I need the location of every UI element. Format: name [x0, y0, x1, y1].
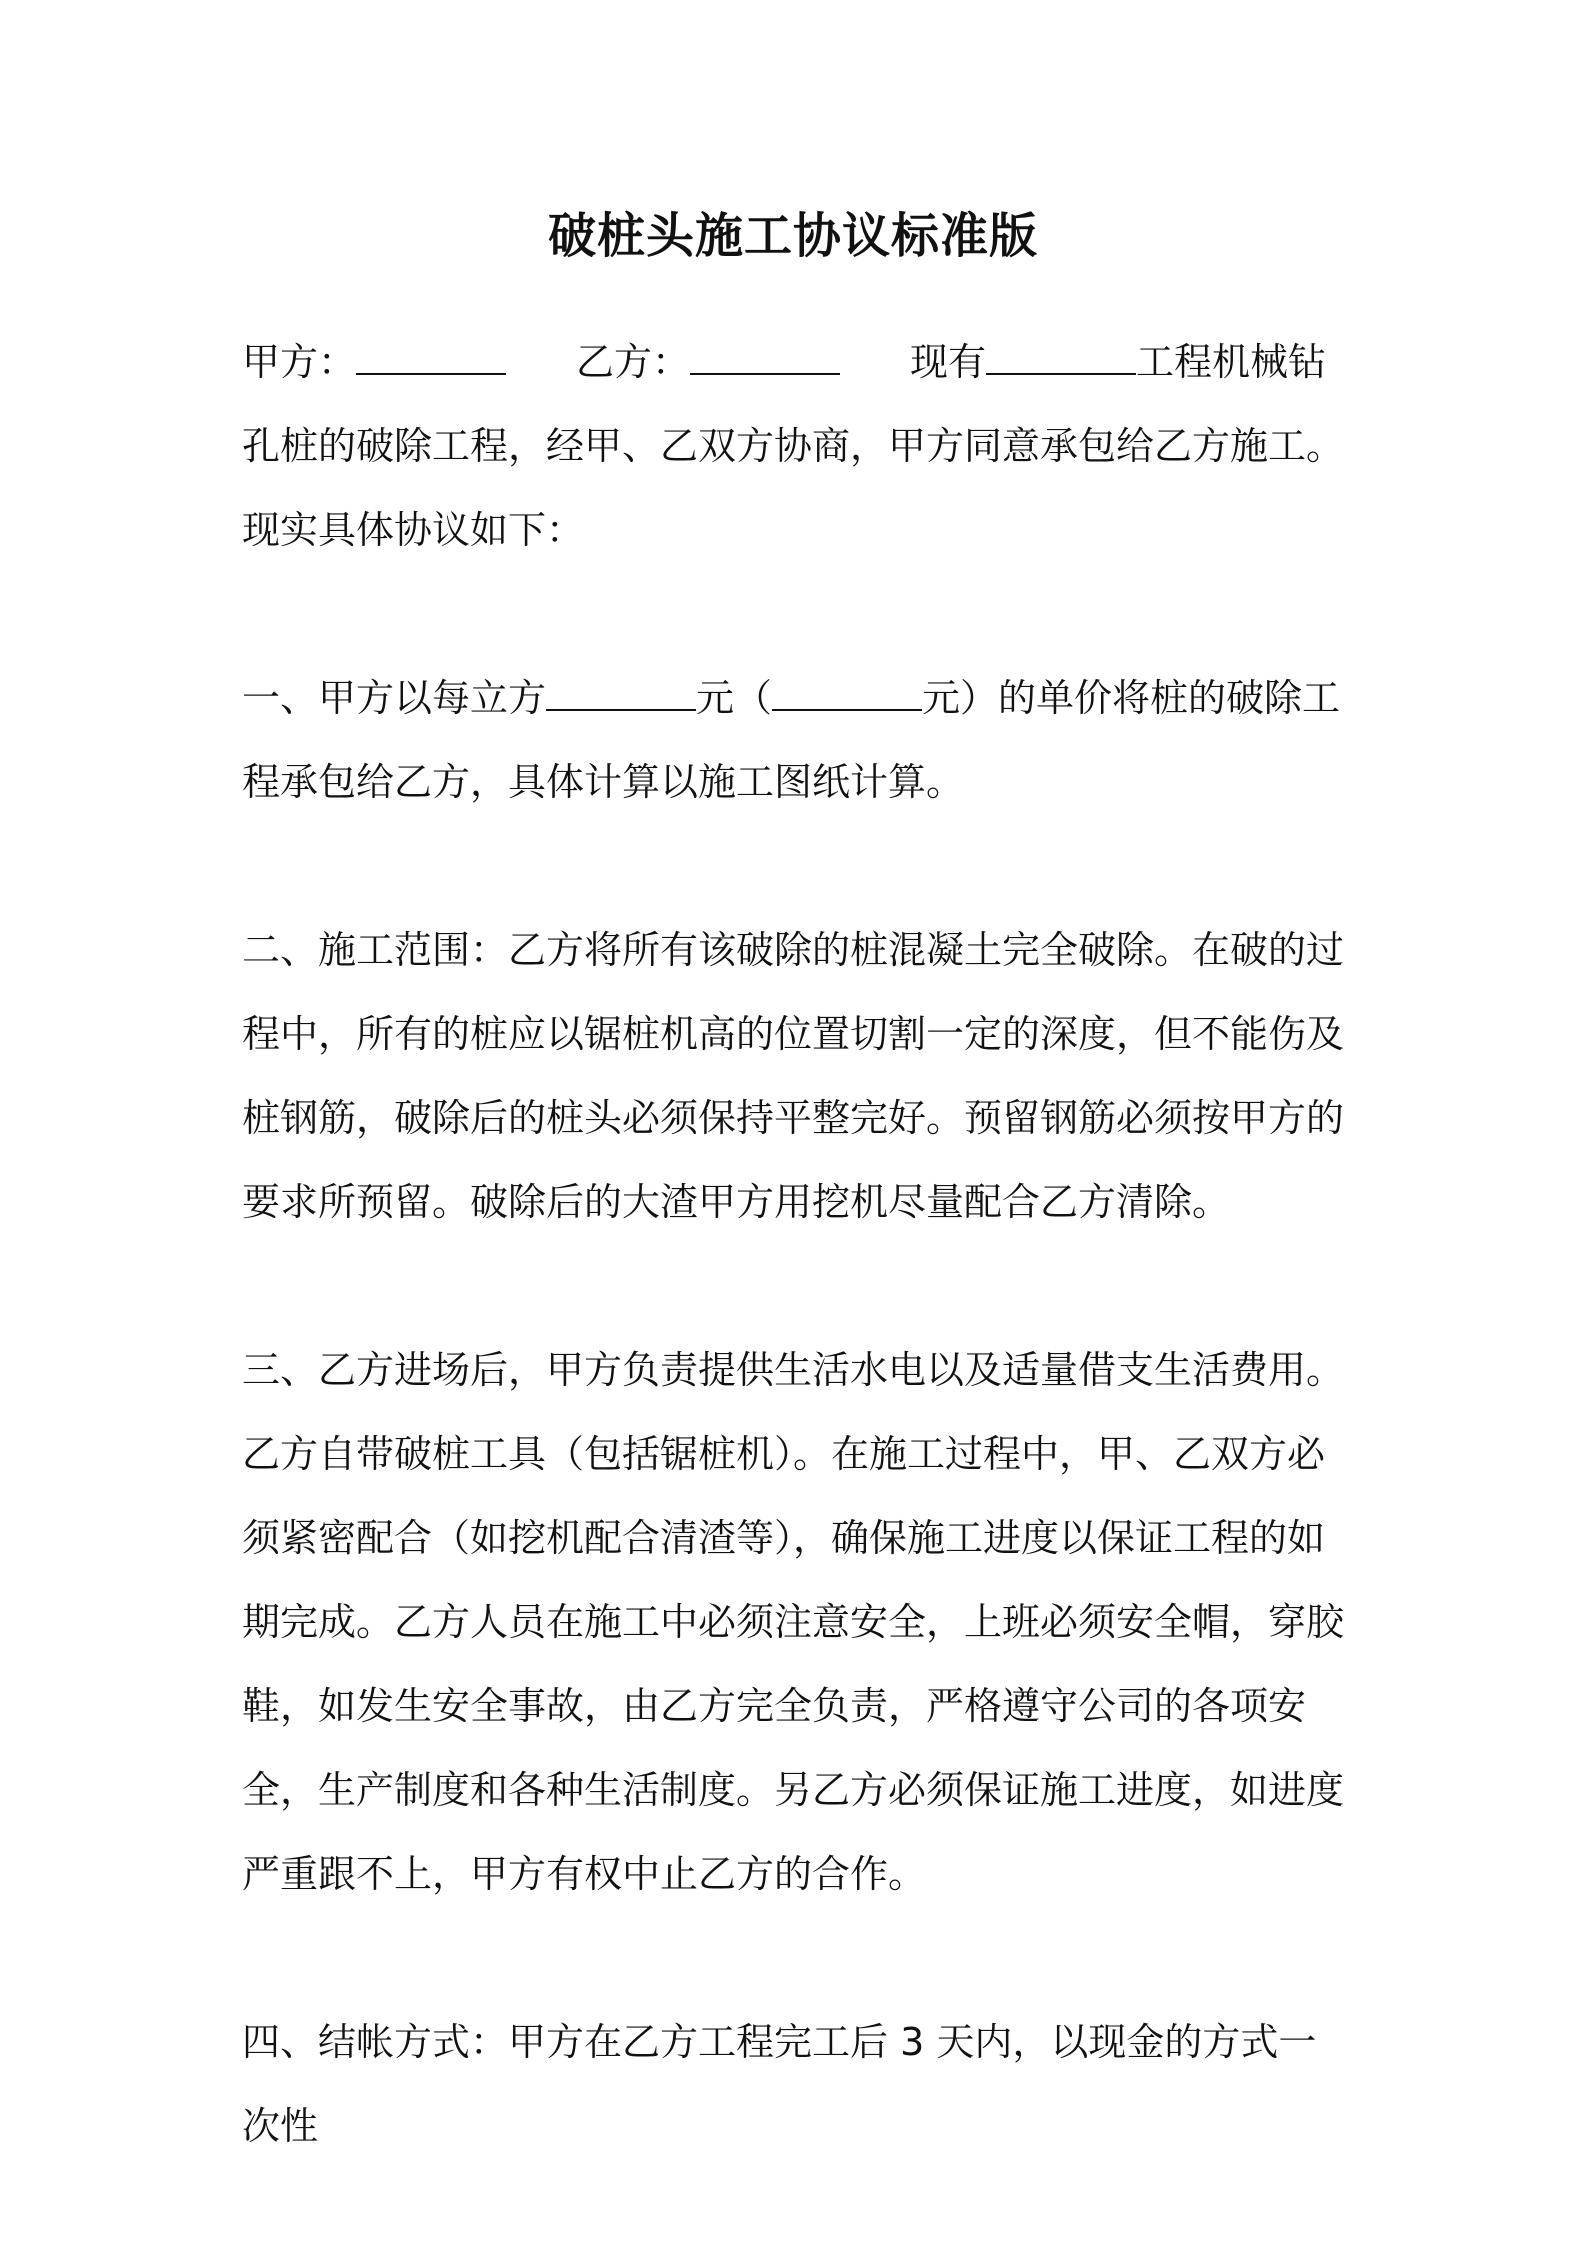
project-name-blank	[986, 343, 1136, 375]
clause-3: 三、乙方进场后，甲方负责提供生活水电以及适量借支生活费用。乙方自带破桩工具（包括锯桩机）。在施工过程中，甲、乙双方必须紧密配合（如挖机配合清渣等），确保施工进度以保证工程的如期完成。乙方人员在施工中必须注意安全，上班必须安全帽，穿胶鞋，如发生安全事故，由乙方完全负责，严格遵守公司的各项安全，生产制度和各种生活制度。另乙方必须保证施工进度，如进度严重跟不上，甲方有权中止乙方的合作。	[242, 1348, 1345, 1896]
clause-1	[242, 656, 1354, 824]
party-a-blank	[356, 343, 506, 375]
party-a-label: 甲方：	[242, 340, 357, 384]
intro-paragraph	[242, 320, 1354, 572]
clause-4: 四、结帐方式：甲方在乙方工程完工后 3 天内，以现金的方式一次性	[242, 2020, 1317, 2148]
unit-price-capital-blank	[772, 679, 922, 711]
document-body	[242, 320, 1354, 2168]
party-b-blank	[690, 343, 840, 375]
project-suffix: 工程机械钻孔桩的破除工程，经甲、乙双方协商，甲方同意承包给乙方施工。现实具体协议如下：	[242, 340, 1345, 552]
clause-1-text-1: 一、甲方以每立方	[242, 676, 547, 720]
party-b-label: 乙方：	[576, 340, 691, 384]
project-prefix: 现有	[910, 340, 987, 384]
clause-2: 二、施工范围：乙方将所有该破除的桩混凝土完全破除。在破的过程中，所有的桩应以锯桩机高的位置切割一定的深度，但不能伤及桩钢筋，破除后的桩头必须保持平整完好。预留钢筋必须按甲方的要求所预留。破除后的大渣甲方用挖机尽量配合乙方清除。	[242, 928, 1345, 1224]
clause-1-text-2: 元（	[696, 676, 773, 720]
unit-price-blank	[546, 679, 696, 711]
clause-1-text-3: 元）的单价将桩的破除工程承包给乙方，具体计算以施工图纸计算。	[242, 676, 1341, 804]
document-title: 破桩头施工协议标准版	[547, 208, 1038, 264]
